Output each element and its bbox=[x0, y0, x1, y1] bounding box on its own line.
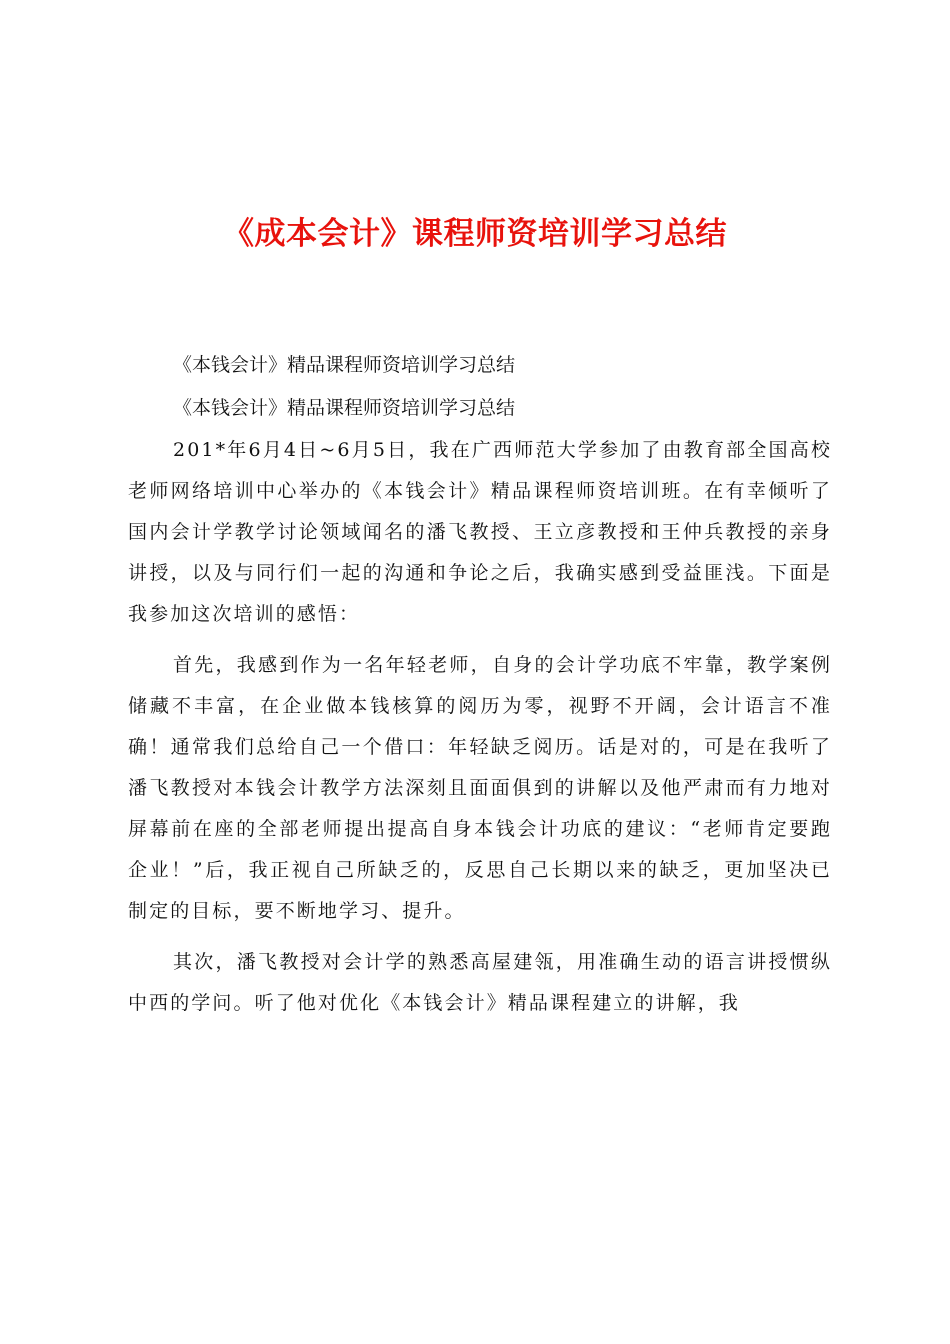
paragraph-1: 201*年6月4日~6月5日，我在广西师范大学参加了由教育部全国高校老师网络培训中心举办的《本钱会计》精品课程师资培训班。在有幸倾听了国内会计学教学讨论领域闻名的潘飞教授、王立彦教授和王仲兵教授的亲身讲授，以及与同行们一起的沟通和争论之后，我确实感到受益匪浅。下面是我参加这次培训的感悟： bbox=[128, 439, 832, 625]
paragraph-3: 其次，潘飞教授对会计学的熟悉高屋建瓴，用准确生动的语言讲授惯纵中西的学问。听了他对优化《本钱会计》精品课程建立的讲解，我 bbox=[128, 951, 832, 1014]
document-body bbox=[128, 344, 832, 1024]
subtitle-line-1: 《本钱会计》精品课程师资培训学习总结 bbox=[173, 354, 516, 376]
subtitle-line-2: 《本钱会计》精品课程师资培训学习总结 bbox=[173, 397, 516, 419]
document-title: 《成本会计》课程师资培训学习总结 bbox=[223, 216, 727, 252]
paragraph-2: 首先，我感到作为一名年轻老师，自身的会计学功底不牢靠，教学案例储藏不丰富，在企业做本钱核算的阅历为零，视野不开阔，会计语言不准确！通常我们总给自己一个借口：年轻缺乏阅历。话是对的，可是在我听了潘飞教授对本钱会计教学方法深刻且面面俱到的讲解以及他严肃而有力地对屏幕前在座的全部老师提出提高自身本钱会计功底的建议：“老师肯定要跑企业！”后，我正视自己所缺乏的，反思自己长期以来的缺乏，更加坚决已制定的目标，要不断地学习、提升。 bbox=[128, 654, 832, 922]
